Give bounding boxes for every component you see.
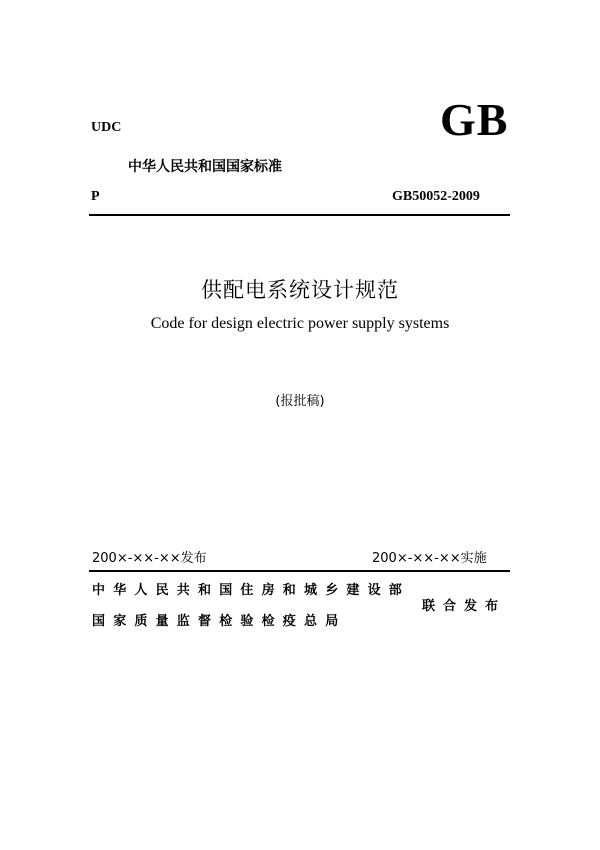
joint-issue-label: 联合发布 (422, 599, 507, 614)
document-title-english: Code for design electric power supply systems (150, 315, 450, 332)
header-divider (89, 214, 510, 216)
document-title-chinese: 供配电系统设计规范 (201, 278, 399, 302)
gb-logo: GB (440, 94, 509, 145)
issuing-authority-2: 国家质量监督检验检疫总局 (92, 614, 347, 629)
issue-date: 200×-××-××发布 (92, 551, 207, 566)
udc-label: UDC (91, 120, 122, 135)
draft-status: (报批稿) (275, 394, 325, 409)
standard-type: 中华人民共和国国家标准 (128, 159, 282, 175)
implementation-date: 200×-××-××实施 (372, 551, 487, 566)
issuing-authority-1: 中华人民共和国住房和城乡建设部 (92, 583, 411, 598)
standard-number: GB50052-2009 (392, 189, 480, 204)
p-classification-label: P (91, 189, 100, 204)
footer-divider (89, 570, 510, 572)
